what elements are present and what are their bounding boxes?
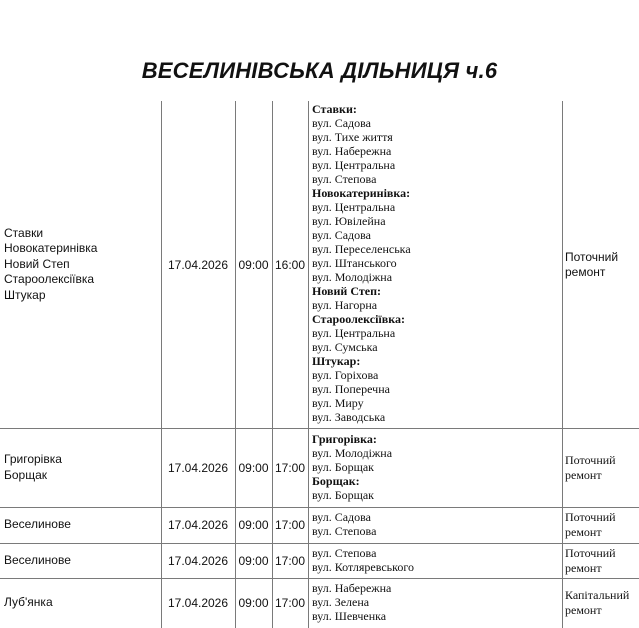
addresses-cell [310,432,560,502]
settlement-name: Ставки [4,225,44,240]
page-title: ВЕСЕЛИНІВСЬКА ДІЛЬНИЦЯ ч.6 [141,58,498,83]
work-type-line: ремонт [565,264,606,279]
settlement-name: Борщак [4,467,48,482]
street-item: вул. Степова [312,524,377,538]
street-item: вул. Центральна [312,158,396,172]
date-cell: 17.04.2026 [167,596,229,610]
work-type-cell [562,101,639,428]
street-item: вул. Ювілейна [312,214,386,228]
settlement-name: Штукар [4,287,46,302]
column-divider [308,101,309,628]
settlement-name: Луб'янка [4,595,53,610]
settlement-name: Новокатеринівка [4,241,98,256]
work-type-line: Поточний [565,545,616,560]
settlements-cell [4,578,159,628]
village-heading: Новий Степ: [312,284,381,298]
date-cell: 17.04.2026 [167,257,229,272]
start-time-cell: 09:00 [238,518,269,532]
street-item: вул. Набережна [312,581,392,595]
settlements-cell [4,428,159,507]
street-item: вул. Сумська [312,340,378,354]
street-item: вул. Заводська [312,410,386,424]
settlement-name: Староолексіївка [4,272,95,287]
settlement-name: Веселинове [4,552,71,567]
street-item: вул. Садова [312,116,371,130]
work-type-line: Поточний [565,452,616,467]
village-heading: Новокатеринівка: [312,186,411,200]
date-cell: 17.04.2026 [167,460,229,475]
street-item: вул. Борщак [312,488,375,502]
street-item: вул. Молодіжна [312,270,393,284]
village-heading: Староолексіївка: [312,312,405,326]
village-heading: Штукар: [312,354,361,368]
street-item: вул. Тихе життя [312,130,393,144]
end-time-cell: 16:00 [274,257,306,272]
settlements-cell [4,507,159,543]
work-type-line: Поточний [565,510,616,524]
work-type-line: ремонт [565,467,602,482]
work-type-line: Капітальний [565,588,630,602]
work-type-line: ремонт [565,560,602,575]
street-item: вул. Центральна [312,326,396,340]
end-time-cell: 17:00 [274,460,306,475]
end-time-cell: 17:00 [274,553,306,568]
street-item: вул. Садова [312,510,371,524]
street-item: вул. Зелена [312,595,370,609]
work-type-line: Поточний [565,249,619,264]
street-item: вул. Нагорна [312,298,378,312]
work-type-cell [562,507,639,543]
settlement-name: Григорівка [4,452,62,466]
street-item: вул. Центральна [312,200,396,214]
work-type-line: ремонт [565,603,602,617]
village-heading: Борщак: [312,474,360,488]
addresses-cell [310,546,560,574]
settlement-name: Веселинове [4,517,71,532]
street-item: вул. Борщак [312,460,375,474]
settlements-cell [4,543,159,578]
start-time-cell: 09:00 [238,460,269,475]
street-item: вул. Переселенська [312,242,411,256]
addresses-cell [310,102,560,424]
date-cell: 17.04.2026 [167,518,229,532]
street-item: вул. Поперечна [312,382,390,396]
end-time-cell: 17:00 [274,596,306,610]
street-item: вул. Молодіжна [312,446,393,460]
work-type-cell [562,428,639,507]
start-time-cell: 09:00 [238,596,269,610]
village-heading: Григорівка: [312,432,377,446]
addresses-cell [310,581,560,623]
start-time-cell: 09:00 [238,553,269,568]
work-type-cell [562,543,639,578]
street-item: вул. Миру [312,396,364,410]
addresses-cell [310,510,560,538]
work-type-line: ремонт [565,525,602,539]
street-item: вул. Шевченка [312,609,387,623]
street-item: вул. Горіхова [312,368,379,382]
street-item: вул. Набережна [312,144,392,158]
date-cell: 17.04.2026 [167,553,229,568]
settlement-name: Новий Степ [4,256,70,271]
street-item: вул. Котляревського [312,560,414,574]
street-item: вул. Садова [312,228,371,242]
village-heading: Ставки: [312,102,357,116]
street-item: вул. Штанського [312,256,397,270]
start-time-cell: 09:00 [238,257,269,272]
street-item: вул. Степова [312,546,377,560]
end-time-cell: 17:00 [274,518,306,532]
street-item: вул. Степова [312,172,377,186]
work-type-cell [562,578,639,628]
settlements-cell [4,101,159,428]
